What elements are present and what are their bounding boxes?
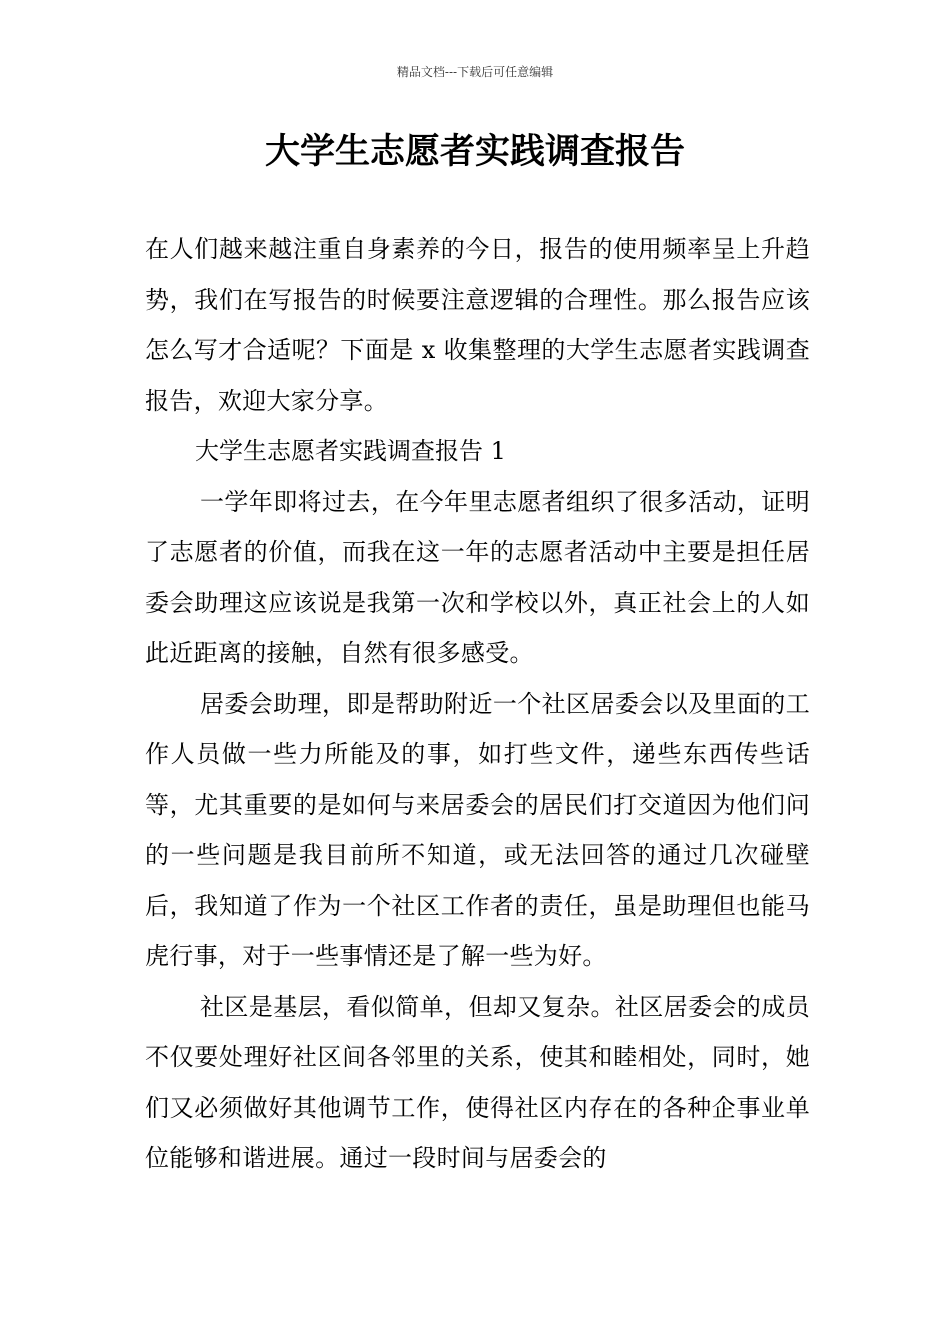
body-paragraph-1: 一学年即将过去，在今年里志愿者组织了很多活动，证明了志愿者的价值，而我在这一年的志愿者活动中主要是担任居委会助理这应该说是我第一次和学校以外，真正社会上的人如此近距离的接触，自然有很多感受。	[145, 487, 810, 667]
header-note: 精品文档---下载后可任意编辑	[396, 65, 554, 79]
section-heading: 大学生志愿者实践调查报告 1	[195, 437, 506, 465]
body-paragraph-3: 社区是基层，看似简单，但却又复杂。社区居委会的成员不仅要处理好社区间各邻里的关系，使其和睦相处，同时，她们又必须做好其他调节工作，使得社区内存在的各种企事业单位能够和谐进展。通过一段时间与居委会的	[145, 992, 810, 1172]
document-body	[145, 224, 810, 1184]
body-paragraph-2: 居委会助理，即是帮助附近一个社区居委会以及里面的工作人员做一些力所能及的事，如打些文件，递些东西传些话等，尤其重要的是如何与来居委会的居民们打交道因为他们问的一些问题是我目前所不知道，或无法回答的通过几次碰壁后，我知道了作为一个社区工作者的责任，虽是助理但也能马虎行事，对于一些事情还是了解一些为好。	[145, 689, 810, 970]
document-title: 大学生志愿者实践调查报告	[264, 132, 685, 172]
intro-paragraph: 在人们越来越注重自身素养的今日，报告的使用频率呈上升趋势，我们在写报告的时候要注意逻辑的合理性。那么报告应该怎么写才合适呢？下面是 x 收集整理的大学生志愿者实践调查报告，欢迎大家分享。	[145, 235, 810, 415]
